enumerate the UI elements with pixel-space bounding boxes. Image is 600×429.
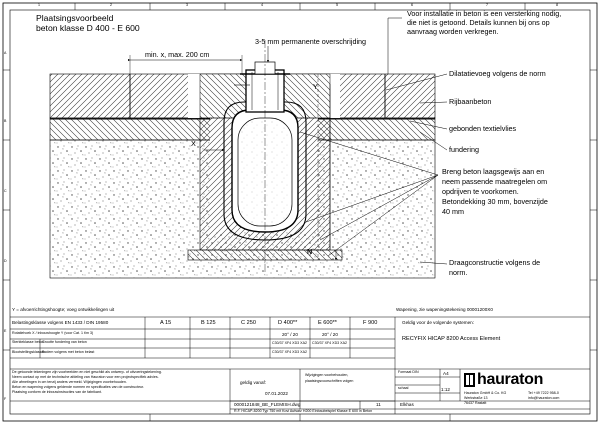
brand-address: Werkstraße 13 xyxy=(464,396,488,400)
art-code: C30/37 XF4 XD3 XA2 xyxy=(272,341,307,345)
install-note: Voor installatie in beton is een versterking nodig, xyxy=(407,9,562,18)
language: Elkhas xyxy=(400,402,414,407)
dimension-n-label: N xyxy=(307,247,313,256)
callout-subgrade: norm. xyxy=(449,268,468,277)
load-class: C 250 xyxy=(241,320,256,326)
exposure-class-label: Blootstellingsklassen xyxy=(12,350,46,354)
row-marker: B xyxy=(4,119,7,123)
format-label: Formaat DIN xyxy=(398,370,419,374)
load-class: D 400** xyxy=(278,320,298,326)
rotation-label: Rotatiehoek X / inbouwhoogte Y (voor Cat. 1 t/m 3) xyxy=(12,331,94,335)
dimension-width-label: min. x, max. 200 cm xyxy=(145,50,210,59)
brand-contact: info@hauraton.com xyxy=(528,396,560,400)
install-note: aanvraag worden verkregen. xyxy=(407,27,499,36)
column-marker: 3 xyxy=(186,3,188,7)
dimension-y-label: Y xyxy=(313,82,318,91)
foundation-size-label: Grootte fundering van beton xyxy=(42,340,87,344)
brand-address: 76437 Rastatt xyxy=(464,401,487,405)
title-block-grid xyxy=(10,317,590,414)
hauraton-logo-icon xyxy=(464,373,475,387)
note-label: Wijzigingen voorbehouden, xyxy=(305,373,349,377)
load-class-label: Belastingsklasse volgens EN 1433 / DIN 19580 xyxy=(12,320,109,325)
reinforcement-note: Wapening, zie wapeningstekening 00001200X0 xyxy=(396,307,493,312)
art-code: C30/37 XF4 XD3 XA2 xyxy=(312,341,347,345)
callout-concrete-note: 40 mm xyxy=(442,207,464,216)
brand-name: hauraton xyxy=(477,371,544,388)
disclaimer-line: Plaatsing conform de inbouwinstructies van de fabrikant. xyxy=(12,390,102,394)
callout-pavement: Rijbaanbeton xyxy=(449,97,492,106)
scale-value: 1:12 xyxy=(441,387,450,392)
valid-from-label: geldig vanaf: xyxy=(240,380,267,385)
system-name: RECYFIX HICAP 8200 Access Element xyxy=(402,336,501,342)
rotation-value-e: 20° / 20 xyxy=(322,332,338,337)
row-marker: E xyxy=(4,329,7,333)
drawing-number: 0000121848_BE_FLEMISH.dwg xyxy=(234,402,301,407)
disclaimer-line: De getoonde tekeningen zijn voorbeelden en niet geschikt als ontwerp- of uitvoeringstekening. xyxy=(12,370,162,374)
callout-textile-fleece: gebonden textielvlies xyxy=(449,124,517,133)
callout-concrete-note: Breng beton laagsgewijs aan en xyxy=(442,167,545,176)
tolerance-label: 3-5 mm permanente overschrijding xyxy=(255,37,367,46)
disclaimer-line: Alle afmetingen in cm tenzij anders vermeld. Wijzigingen voorbehouden. xyxy=(12,380,127,384)
callout-subgrade: Draagconstructie volgens de xyxy=(449,258,541,267)
drawing-description: R.F. HICAP-8200 Typ 750 mit Kovi Aufsatz H200 Einbaubeispiel Klasse E 600 in Beton xyxy=(234,409,373,413)
callout-expansion-joint: Dilatatievoeg volgens de norm xyxy=(449,69,546,78)
dimension-x-label: X xyxy=(191,139,196,148)
strength-class-label: Sterkteklasse beton xyxy=(12,340,44,344)
callout-concrete-note: Betondekking 30 mm, bovenzijde xyxy=(442,197,548,206)
column-marker: 5 xyxy=(336,3,338,7)
row-marker: F xyxy=(4,397,7,401)
column-marker: 8 xyxy=(556,3,558,7)
callout-concrete-note: opdrijven te voorkomen. xyxy=(442,187,519,196)
valid-from-date: 07.01.2022 xyxy=(265,391,288,396)
note-label: plaatsingsvoorschriften volgen xyxy=(305,379,354,383)
inlet-grate xyxy=(246,70,284,112)
scale-label: schaal xyxy=(398,386,409,390)
load-class: F 900 xyxy=(363,320,378,326)
drawing-title: Plaatsingsvoorbeeld xyxy=(36,13,114,23)
art-code: C30/37 XF4 XD3 XA2 xyxy=(272,350,307,354)
disclaimer-line: Beton en wapening volgens geldende normen en specificaties van de constructeur. xyxy=(12,385,145,389)
load-class: A 15 xyxy=(160,320,172,326)
load-class: B 125 xyxy=(201,320,216,326)
revision: 11 xyxy=(376,402,381,407)
row-marker: A xyxy=(4,51,7,55)
disclaimer-line: Neem contact op met de technische afdeling van Hauraton voor een projectspecifiek advies. xyxy=(12,375,159,379)
install-note: die niet is getoond. Details kunnen bij ons op xyxy=(407,18,550,27)
drawing-subtitle: beton klasse D 400 - E 600 xyxy=(36,23,140,33)
base-label: Bodem volgens met beton belast xyxy=(42,350,95,354)
footnote: Y = afvoerrichtingshoogte; voeg ontwikkelingen uit xyxy=(12,307,115,312)
callout-foundation: fundering xyxy=(449,145,479,154)
column-marker: 6 xyxy=(411,3,413,7)
validity-label: Geldig voor de volgende systemen: xyxy=(402,320,475,325)
rotation-value-d: 20° / 20 xyxy=(282,332,298,337)
column-marker: 4 xyxy=(261,3,263,7)
column-marker: 1 xyxy=(38,3,40,7)
column-marker: 2 xyxy=(110,3,112,7)
row-marker: D xyxy=(4,259,7,263)
callout-concrete-note: neem passende maatregelen om xyxy=(442,177,548,186)
row-marker: C xyxy=(4,189,7,193)
brand-contact: Tel +49 7222 958-0 xyxy=(528,391,559,395)
load-class: E 600** xyxy=(318,320,337,326)
format-value: A4 xyxy=(443,371,449,376)
column-marker: 7 xyxy=(486,3,488,7)
brand-address: Hauraton GmbH & Co. KG xyxy=(464,391,507,395)
